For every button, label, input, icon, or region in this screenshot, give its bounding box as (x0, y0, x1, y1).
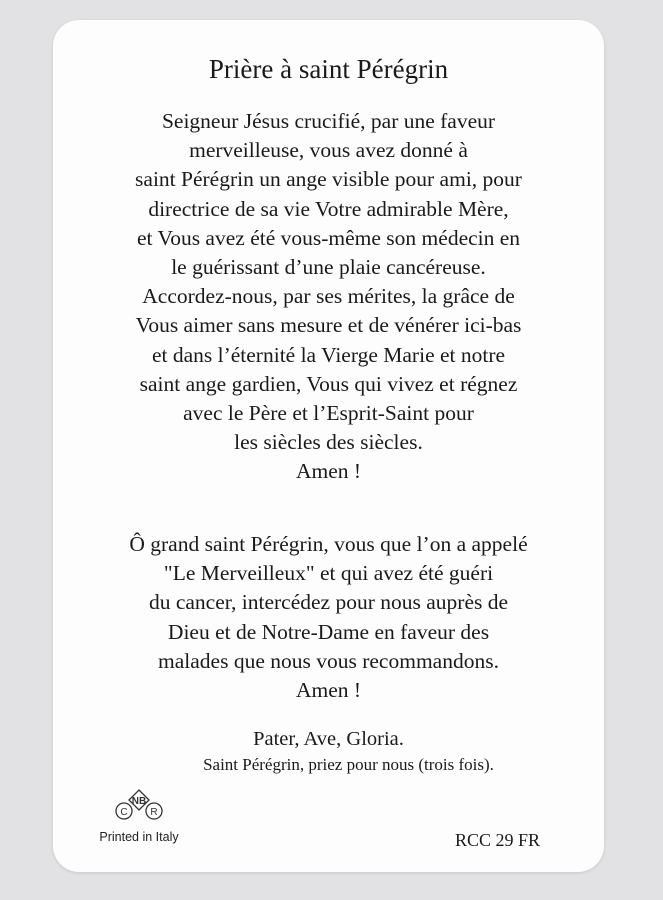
prayer-paragraph-2 (53, 530, 604, 705)
prayer-paragraph-1 (53, 107, 604, 487)
logo-r: R (150, 807, 158, 818)
prayer-1-line: Vous aimer sans mesure et de vénérer ici-bas (135, 313, 522, 338)
prayer-2-line: Dieu et de Notre-Dame en faveur des (167, 619, 490, 644)
prayer-2-line: malades que nous vous recommandons. (158, 648, 499, 673)
prayer-1-line: Seigneur Jésus crucifié, par une faveur (161, 109, 496, 133)
prayer-2-line: Ô grand saint Pérégrin, vous que l’on a appelé (129, 532, 528, 556)
prayer-1-line: le guérissant d’une plaie cancéreuse. (171, 255, 486, 280)
prayer-card (53, 20, 604, 872)
logo-letters: NB (131, 796, 147, 807)
prayer-1-line: directrice de sa vie Votre admirable Mère, (148, 196, 509, 221)
publisher-logo (89, 788, 189, 854)
nb-publisher-logo-icon (111, 788, 167, 828)
card-title: Prière à saint Pérégrin (208, 54, 449, 84)
prayer-1-line: et Vous avez été vous-même son médecin en (136, 225, 521, 250)
prayer-2-line: "Le Merveilleux" et qui avez été guéri (163, 561, 494, 586)
closing-repeat-note: Saint Pérégrin, priez pour nous (trois fois). (203, 755, 494, 774)
product-code: RCC 29 FR (455, 830, 541, 850)
logo-c: C (120, 807, 128, 818)
prayer-1-line: merveilleuse, vous avez donné à (189, 138, 468, 163)
prayer-2-amen: Amen ! (295, 678, 362, 703)
prayer-1-line: Accordez-nous, par ses mérites, la grâce de (142, 284, 515, 309)
closing-block (53, 726, 604, 778)
printed-in-label: Printed in Italy (99, 830, 179, 844)
prayer-2-line: du cancer, intercédez pour nous auprès de (148, 590, 509, 615)
prayer-1-line: les siècles des siècles. (234, 430, 423, 455)
prayer-1-line: saint ange gardien, Vous qui vivez et régnez (139, 371, 518, 396)
prayer-1-line: et dans l’éternité la Vierge Marie et notre (151, 342, 506, 367)
prayer-1-amen: Amen ! (295, 459, 362, 484)
prayer-1-line: saint Pérégrin un ange visible pour ami, pour (135, 167, 522, 192)
prayer-1-line: avec le Père et l’Esprit-Saint pour (183, 401, 474, 426)
closing-invocation: Pater, Ave, Gloria. (253, 728, 404, 750)
